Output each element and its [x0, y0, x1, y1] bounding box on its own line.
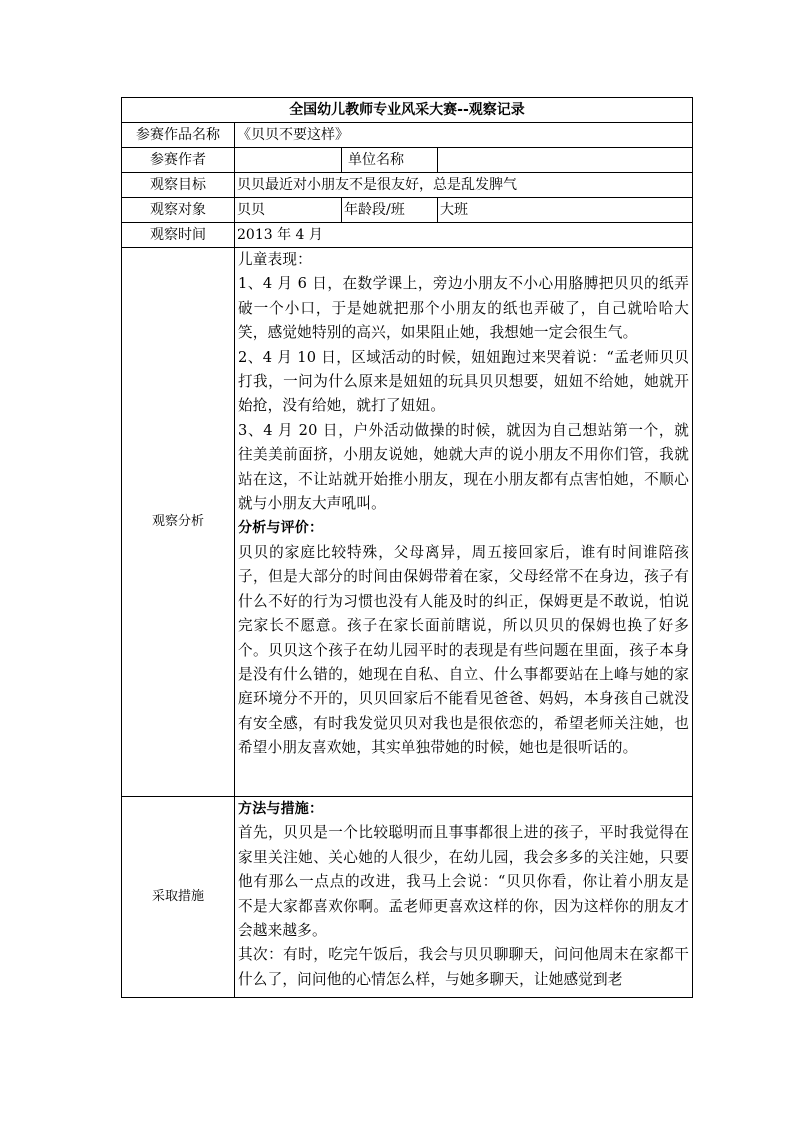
behavior-item: 2、4 月 10 日，区域活动的时候，妞妞跑过来哭着说：“孟老师贝贝打我，一问为什么原来是妞妞的玩具贝贝想要，妞妞不给她，她就开始抢，没有给她，就打了妞妞。 — [238, 348, 689, 415]
measures-label: 采取措施 — [122, 797, 235, 998]
evaluation-text: 贝贝的家庭比较特殊，父母离异，周五接回家后，谁有时间谁陪孩子，但是大部分的时间由保姆带着在家，父母经常不在身边，孩子有什么不好的行为习惯也没有人能及时的纠正，保姆更是不敢说，怕说完家长不愿意。孩子在家长面前瞎说，所以贝贝的保姆也换了好多个。贝贝这个孩子在幼儿园平时的表现是有些问题在里面，孩子本身是没有什么错的，她现在自私、自立、什么事都要站在上峰与她的家庭环境分不开的，贝贝回家后不能看见爸爸、妈妈，本身孩自己就没有安全感，有时我发觉贝贝对我也是很依恋的，希望老师关注她，也希望小朋友喜欢她，其实单独带她的时候，她也是很听话的。 — [238, 543, 689, 757]
goal-value: 贝贝最近对小朋友不是很友好，总是乱发脾气 — [235, 173, 693, 198]
behavior-item: 1、4 月 6 日，在数学课上，旁边小朋友不小心用胳膊把贝贝的纸弄破一个小口，于是她就把那个小朋友的纸也弄破了，自己就哈哈大笑，感觉她特别的高兴，如果阻止她，我想她一定会很生气。 — [238, 275, 689, 342]
author-label: 参赛作者 — [122, 148, 235, 173]
unit-value — [438, 148, 693, 173]
measures-heading: 方法与措施： — [238, 801, 324, 817]
subject-label: 观察对象 — [122, 198, 235, 223]
age-label: 年龄段/班 — [342, 198, 438, 223]
entry-name-value: 《贝贝不要这样》 — [235, 123, 693, 148]
time-value: 2013 年 4 月 — [235, 223, 693, 248]
form-title: 全国幼儿教师专业风采大赛--观察记录 — [122, 98, 693, 123]
entry-name-label: 参赛作品名称 — [122, 123, 235, 148]
behavior-item: 3、4 月 20 日，户外活动做操的时候，就因为自己想站第一个，就往美美前面挤，小朋友说她，她就大声的说小朋友不用你们管，我就站在这，不让站就开始推小朋友，现在小朋友都有点害怕她，不顺心就与小朋友大声吼叫。 — [238, 421, 689, 513]
record-table — [121, 97, 693, 998]
subject-value: 贝贝 — [235, 198, 342, 223]
measures-content — [235, 797, 693, 998]
unit-label: 单位名称 — [342, 148, 438, 173]
measures-paragraph: 首先，贝贝是一个比较聪明而且事事都很上进的孩子，平时我觉得在家里关注她、关心她的人很少，在幼儿园，我会多多的关注她，只要他有那么一点点的改进，我马上会说：“贝贝你看，你让着小朋友是不是大家都喜欢你啊。孟老师更喜欢这样的你，因为这样你的朋友才会越来越多。 — [238, 824, 689, 940]
author-value — [235, 148, 342, 173]
observation-record-form — [121, 97, 692, 998]
time-label: 观察时间 — [122, 223, 235, 248]
measures-paragraph: 其次：有时，吃完午饭后，我会与贝贝聊聊天，问问他周末在家都干什么了，问问他的心情怎么样，与她多聊天，让她感觉到老 — [238, 946, 689, 988]
goal-label: 观察目标 — [122, 173, 235, 198]
age-value: 大班 — [438, 198, 693, 223]
analysis-content — [235, 248, 693, 797]
analysis-label: 观察分析 — [122, 248, 235, 797]
behavior-heading: 儿童表现： — [238, 251, 312, 268]
evaluation-heading: 分析与评价： — [238, 520, 324, 537]
